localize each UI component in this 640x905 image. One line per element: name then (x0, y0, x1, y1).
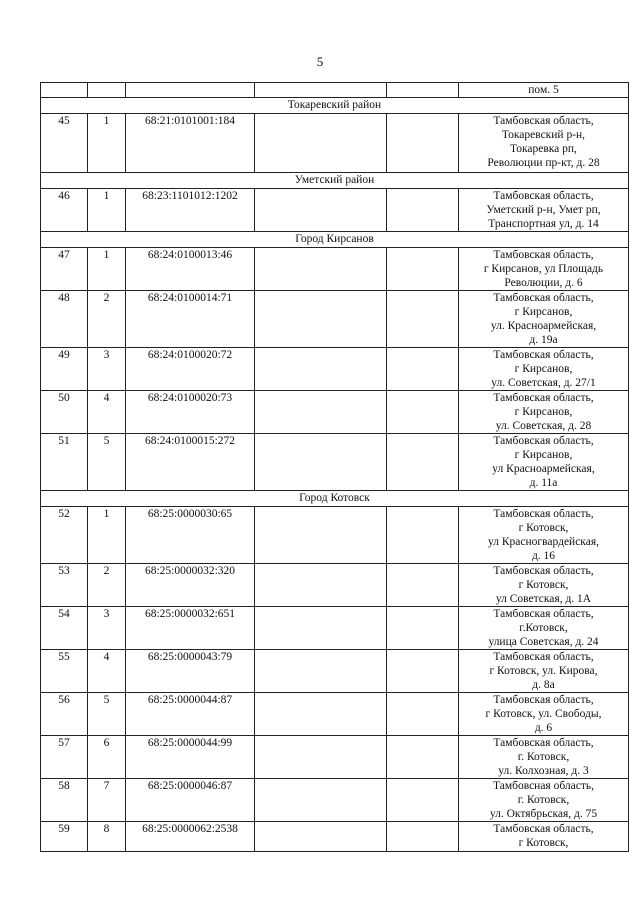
row-number-cell: 46 (41, 189, 88, 232)
empty-cell (387, 348, 459, 391)
row-number-cell: 47 (41, 248, 88, 291)
section-title: Город Котовск (41, 491, 629, 507)
header-cell (126, 83, 255, 98)
cadastral-number-cell: 68:25:0000030:65 (126, 507, 255, 564)
empty-cell (387, 507, 459, 564)
address-cell (459, 507, 629, 564)
empty-cell (387, 291, 459, 348)
empty-cell (387, 607, 459, 650)
table-row (41, 693, 629, 736)
empty-cell (255, 650, 387, 693)
address-line: Тамбовская область, (493, 249, 594, 261)
section-title: Город Кирсанов (41, 232, 629, 248)
address-line: д. 19а (529, 334, 558, 346)
address-line: ул. Красноармейская, (490, 320, 597, 332)
row-number-cell: 58 (41, 779, 88, 822)
address-line: д. 16 (531, 550, 556, 562)
table-row (41, 650, 629, 693)
section-row (41, 98, 629, 114)
address-line: Тамбовская область, (493, 608, 594, 620)
empty-cell (387, 779, 459, 822)
section-title: Токаревский район (41, 98, 629, 114)
address-line: ул. Советская, д. 27/1 (491, 377, 596, 389)
address-cell (459, 291, 629, 348)
cadastral-number-cell: 68:25:0000032:651 (126, 607, 255, 650)
address-cell (459, 248, 629, 291)
address-cell (459, 434, 629, 491)
cadastral-number-cell: 68:23:1101012:1202 (126, 189, 255, 232)
address-line: ул Красноармейская, (492, 463, 595, 475)
row-number-cell: 50 (41, 391, 88, 434)
address-cell (459, 822, 629, 852)
address-line: г Кирсанов, (514, 406, 573, 418)
address-line: Тамбовская область, (493, 349, 594, 361)
address-cell (459, 564, 629, 607)
empty-cell (255, 693, 387, 736)
row-number-cell: 56 (41, 693, 88, 736)
address-line: г Кирсанов, ул Площадь (483, 263, 604, 275)
table-row (41, 507, 629, 564)
address-line: г Котовск, ул. Свободы, (485, 708, 602, 720)
row-subnumber-cell: 3 (88, 348, 126, 391)
row-subnumber-cell: 5 (88, 434, 126, 491)
row-subnumber-cell: 1 (88, 189, 126, 232)
address-line: Тамбовская область, (493, 292, 594, 304)
empty-cell (255, 248, 387, 291)
empty-cell (255, 291, 387, 348)
address-line: улица Советская, д. 24 (488, 636, 599, 648)
address-line: Уметский р-н, Умет рп, (486, 204, 601, 216)
row-number-cell: 52 (41, 507, 88, 564)
address-cell (459, 736, 629, 779)
section-row (41, 232, 629, 248)
section-row (41, 491, 629, 507)
table-row (41, 434, 629, 491)
address-line: Тамбовская область, (493, 694, 594, 706)
row-number-cell: 53 (41, 564, 88, 607)
address-line: г. Котовск, (517, 751, 570, 763)
address-line: Революции пр-кт, д. 28 (487, 157, 600, 169)
table-row (41, 391, 629, 434)
row-subnumber-cell: 4 (88, 650, 126, 693)
row-subnumber-cell: 7 (88, 779, 126, 822)
empty-cell (255, 348, 387, 391)
row-subnumber-cell: 8 (88, 822, 126, 852)
cadastral-number-cell: 68:24:0100015:272 (126, 434, 255, 491)
table-row (41, 607, 629, 650)
address-line: г Котовск, (518, 579, 569, 591)
empty-cell (387, 434, 459, 491)
cadastral-number-cell: 68:24:0100014:71 (126, 291, 255, 348)
address-cell (459, 348, 629, 391)
empty-cell (387, 650, 459, 693)
row-number-cell: 45 (41, 114, 88, 173)
table-header-row (41, 83, 629, 98)
address-cell (459, 114, 629, 173)
row-subnumber-cell: 1 (88, 507, 126, 564)
row-number-cell: 57 (41, 736, 88, 779)
section-title: Уметский район (41, 173, 629, 189)
table-row (41, 779, 629, 822)
empty-cell (387, 114, 459, 173)
address-line: Революции, д. 6 (504, 277, 583, 289)
address-cell (459, 607, 629, 650)
table-row (41, 189, 629, 232)
empty-cell (387, 189, 459, 232)
empty-cell (255, 736, 387, 779)
empty-cell (255, 607, 387, 650)
address-line: Токаревка рп, (510, 143, 577, 155)
empty-cell (387, 736, 459, 779)
address-line: Токаревский р-н, (501, 129, 586, 141)
empty-cell (387, 822, 459, 852)
cadastral-number-cell: 68:25:0000044:99 (126, 736, 255, 779)
address-line: Тамбовсная область, (492, 780, 595, 792)
address-line: ул Советская, д. 1А (495, 593, 592, 605)
row-subnumber-cell: 6 (88, 736, 126, 779)
row-number-cell: 48 (41, 291, 88, 348)
address-cell (459, 693, 629, 736)
header-cell (88, 83, 126, 98)
header-cell (387, 83, 459, 98)
empty-cell (387, 391, 459, 434)
row-subnumber-cell: 1 (88, 114, 126, 173)
address-line: г Котовск, (518, 837, 569, 849)
address-line: д. 11а (529, 477, 558, 489)
address-line: г. Котовск, (517, 794, 570, 806)
row-subnumber-cell: 5 (88, 693, 126, 736)
address-line: г Кирсанов, (514, 363, 573, 375)
row-number-cell: 51 (41, 434, 88, 491)
cadastral-number-cell: 68:25:0000032:320 (126, 564, 255, 607)
address-line: Тамбовская область, (493, 435, 594, 447)
address-cell (459, 779, 629, 822)
cadastral-number-cell: 68:21:0101001:184 (126, 114, 255, 173)
cadastral-number-cell: 68:25:0000046:87 (126, 779, 255, 822)
address-cell (459, 650, 629, 693)
table-row (41, 114, 629, 173)
address-line: Тамбовская область, (493, 565, 594, 577)
row-number-cell: 54 (41, 607, 88, 650)
cadastral-number-cell: 68:24:0100013:46 (126, 248, 255, 291)
empty-cell (255, 779, 387, 822)
address-line: д. 6 (534, 722, 553, 734)
empty-cell (255, 507, 387, 564)
cadastral-number-cell: 68:24:0100020:72 (126, 348, 255, 391)
header-cell (255, 83, 387, 98)
cadastral-number-cell: 68:25:0000044:87 (126, 693, 255, 736)
address-line: д. 8а (532, 679, 555, 691)
empty-cell (255, 391, 387, 434)
address-line: ул Красногвардейская, (488, 536, 599, 548)
cadastral-number-cell: 68:25:0000043:79 (126, 650, 255, 693)
address-line: Тамбовская область, (493, 115, 594, 127)
address-line: Тамбовская область, (493, 508, 594, 520)
address-line: Тамбовская область, (493, 190, 594, 202)
table-row (41, 564, 629, 607)
section-row (41, 173, 629, 189)
address-line: г Котовск, (518, 522, 569, 534)
table-row (41, 248, 629, 291)
address-line: ул. Советская, д. 28 (495, 420, 592, 432)
cadastral-number-cell: 68:25:0000062:2538 (126, 822, 255, 852)
empty-cell (387, 248, 459, 291)
row-number-cell: 59 (41, 822, 88, 852)
page-number: 5 (316, 54, 324, 69)
register-table-body (41, 83, 629, 852)
address-cell (459, 189, 629, 232)
table-row (41, 348, 629, 391)
empty-cell (255, 189, 387, 232)
empty-cell (387, 564, 459, 607)
empty-cell (255, 434, 387, 491)
address-line: Тамбовская область, (493, 737, 594, 749)
address-line: ул. Колхозная, д. 3 (498, 765, 589, 777)
row-number-cell: 49 (41, 348, 88, 391)
address-line: Транспортная ул, д. 14 (488, 218, 599, 230)
address-line: Тамбовская область, (493, 823, 594, 835)
address-line: г Кирсанов, (514, 306, 573, 318)
table-row (41, 822, 629, 852)
property-register-table (40, 82, 629, 852)
row-subnumber-cell: 2 (88, 564, 126, 607)
address-line: г.Котовск, (519, 622, 568, 634)
row-subnumber-cell: 4 (88, 391, 126, 434)
row-subnumber-cell: 3 (88, 607, 126, 650)
row-number-cell: 55 (41, 650, 88, 693)
cadastral-number-cell: 68:24:0100020:73 (126, 391, 255, 434)
header-cell (41, 83, 88, 98)
address-line: Тамбовская область, (493, 392, 594, 404)
empty-cell (255, 114, 387, 173)
address-cell (459, 391, 629, 434)
address-line: г Котовск, ул. Кирова, (489, 665, 598, 677)
address-line: Тамбовская область, (493, 651, 594, 663)
address-line: ул. Октябрьская, д. 75 (489, 808, 598, 820)
header-cell-premises: пом. 5 (459, 83, 629, 98)
empty-cell (387, 693, 459, 736)
empty-cell (255, 564, 387, 607)
row-subnumber-cell: 2 (88, 291, 126, 348)
empty-cell (255, 822, 387, 852)
address-line: г Кирсанов, (514, 449, 573, 461)
table-row (41, 291, 629, 348)
table-row (41, 736, 629, 779)
row-subnumber-cell: 1 (88, 248, 126, 291)
